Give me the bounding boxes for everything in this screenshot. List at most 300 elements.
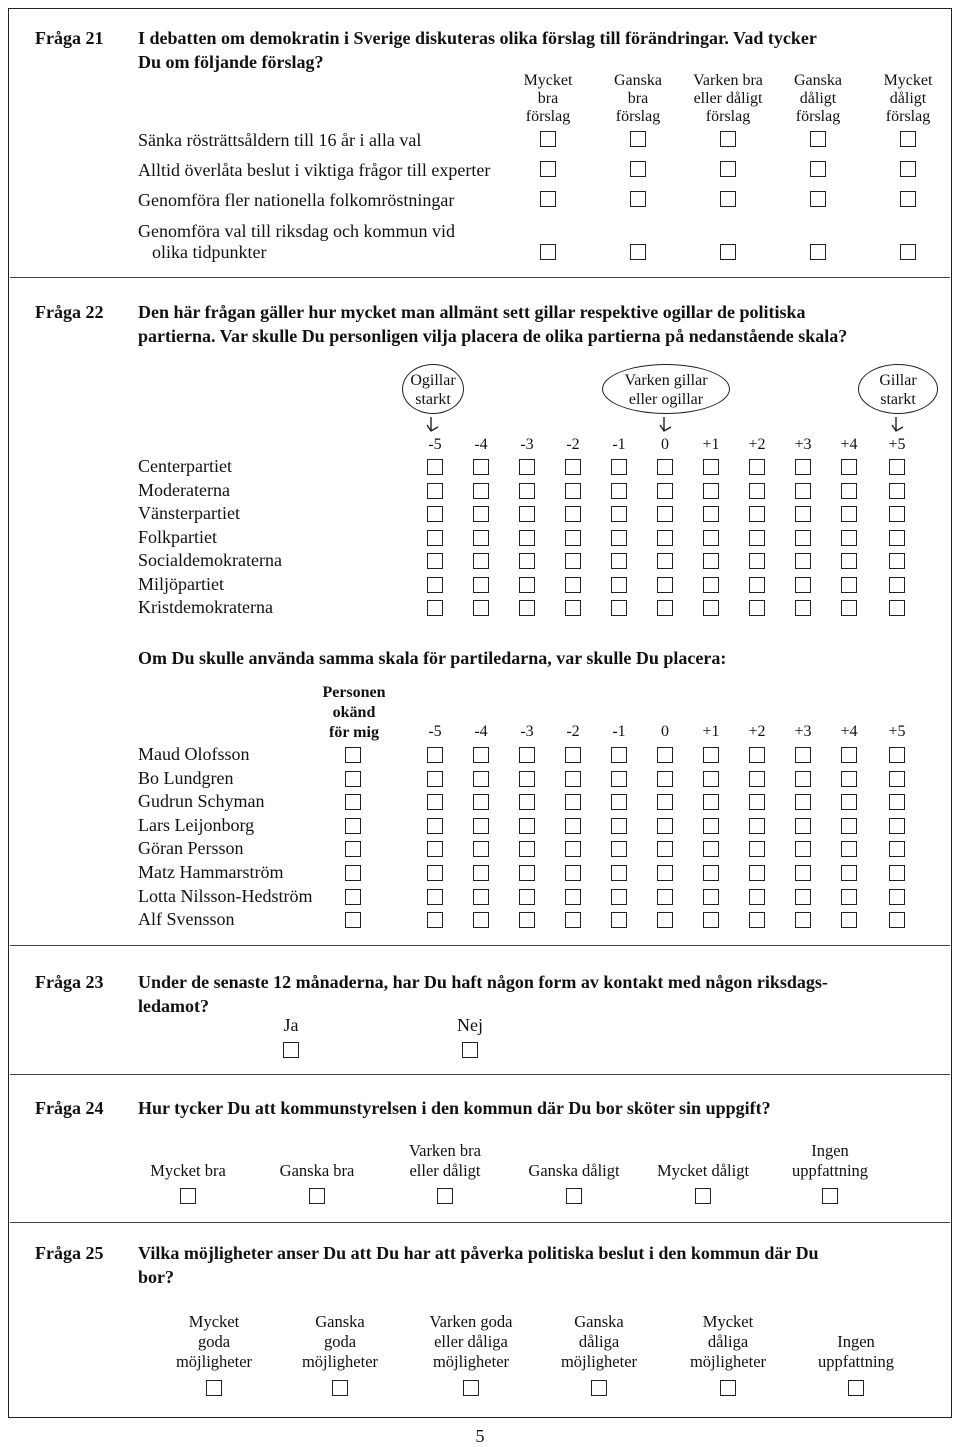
down-arrow-icon xyxy=(426,417,440,433)
answer-checkbox[interactable] xyxy=(206,1380,222,1396)
scale-checkbox[interactable] xyxy=(703,865,719,881)
unknown-header-line: för mig xyxy=(329,724,379,741)
scale-checkbox[interactable] xyxy=(519,459,535,475)
party-label: Folkpartiet xyxy=(138,526,217,547)
scale-checkbox[interactable] xyxy=(519,747,535,763)
scale-checkbox[interactable] xyxy=(657,483,673,499)
scale-checkbox[interactable] xyxy=(795,530,811,546)
answer-checkbox[interactable] xyxy=(540,244,556,260)
scale-checkbox[interactable] xyxy=(795,506,811,522)
scale-checkbox[interactable] xyxy=(795,553,811,569)
section-divider xyxy=(10,945,950,946)
scale-checkbox[interactable] xyxy=(519,865,535,881)
scale-checkbox[interactable] xyxy=(565,771,581,787)
scale-checkbox[interactable] xyxy=(565,577,581,593)
scale-checkbox[interactable] xyxy=(749,818,765,834)
question-text: Den här frågan gäller hur mycket man allmänt sett gillar respektive ogillar de politiska xyxy=(138,302,806,322)
scale-checkbox[interactable] xyxy=(841,818,857,834)
scale-checkbox[interactable] xyxy=(889,600,905,616)
option-label: goda xyxy=(197,1332,231,1351)
scale-checkbox[interactable] xyxy=(795,889,811,905)
statement-label: Genomföra fler nationella folkomröstningar xyxy=(138,190,455,210)
scale-checkbox[interactable] xyxy=(841,506,857,522)
question-number: Fråga 21 xyxy=(35,28,104,48)
scale-checkbox[interactable] xyxy=(795,771,811,787)
scale-checkbox[interactable] xyxy=(473,889,489,905)
scale-checkbox[interactable] xyxy=(889,459,905,475)
option-label: Ingen xyxy=(837,1332,875,1351)
scale-checkbox[interactable] xyxy=(427,912,443,928)
column-header-line: Mycket xyxy=(523,72,573,89)
scale-checkbox[interactable] xyxy=(841,530,857,546)
option-label: goda xyxy=(323,1332,357,1351)
scale-value: -5 xyxy=(428,723,442,740)
scale-checkbox[interactable] xyxy=(473,577,489,593)
scale-value: -5 xyxy=(428,436,442,453)
scale-checkbox[interactable] xyxy=(841,553,857,569)
scale-checkbox[interactable] xyxy=(473,865,489,881)
answer-checkbox[interactable] xyxy=(630,191,646,207)
question-number: Fråga 25 xyxy=(35,1243,104,1263)
scale-checkbox[interactable] xyxy=(703,794,719,810)
unknown-checkbox[interactable] xyxy=(345,747,361,763)
scale-checkbox[interactable] xyxy=(519,577,535,593)
option-label: eller dåligt xyxy=(409,1161,481,1180)
scale-checkbox[interactable] xyxy=(473,818,489,834)
scale-checkbox[interactable] xyxy=(889,747,905,763)
scale-checkbox[interactable] xyxy=(427,771,443,787)
unknown-checkbox[interactable] xyxy=(345,818,361,834)
option-label: Mycket xyxy=(188,1312,240,1331)
scale-checkbox[interactable] xyxy=(795,841,811,857)
scale-checkbox[interactable] xyxy=(565,912,581,928)
scale-checkbox[interactable] xyxy=(611,771,627,787)
answer-checkbox[interactable] xyxy=(332,1380,348,1396)
answer-checkbox[interactable] xyxy=(900,191,916,207)
scale-anchor-bubble xyxy=(858,364,938,414)
column-header-line: Ganska xyxy=(614,72,662,89)
option-label: uppfattning xyxy=(817,1352,895,1371)
scale-checkbox[interactable] xyxy=(427,747,443,763)
scale-checkbox[interactable] xyxy=(795,794,811,810)
anchor-label: starkt xyxy=(415,391,451,408)
scale-checkbox[interactable] xyxy=(473,553,489,569)
page-number: 5 xyxy=(475,1426,485,1446)
scale-checkbox[interactable] xyxy=(473,506,489,522)
scale-checkbox[interactable] xyxy=(565,459,581,475)
column-header-line: förslag xyxy=(705,108,751,125)
scale-checkbox[interactable] xyxy=(841,912,857,928)
scale-value: -3 xyxy=(520,723,534,740)
answer-checkbox[interactable] xyxy=(283,1042,299,1058)
scale-checkbox[interactable] xyxy=(703,530,719,546)
scale-checkbox[interactable] xyxy=(657,771,673,787)
scale-checkbox[interactable] xyxy=(565,530,581,546)
answer-checkbox[interactable] xyxy=(810,131,826,147)
scale-checkbox[interactable] xyxy=(611,865,627,881)
scale-checkbox[interactable] xyxy=(795,600,811,616)
question-text: Du om följande förslag? xyxy=(138,52,324,72)
scale-checkbox[interactable] xyxy=(427,530,443,546)
page-frame xyxy=(8,8,952,1418)
statement-label: Genomföra val till riksdag och kommun vid xyxy=(138,221,455,241)
scale-checkbox[interactable] xyxy=(519,506,535,522)
scale-checkbox[interactable] xyxy=(795,912,811,928)
answer-checkbox[interactable] xyxy=(180,1188,196,1204)
answer-checkbox[interactable] xyxy=(900,244,916,260)
answer-checkbox[interactable] xyxy=(848,1380,864,1396)
scale-checkbox[interactable] xyxy=(889,577,905,593)
question-text: ledamot? xyxy=(138,996,209,1016)
scale-checkbox[interactable] xyxy=(427,459,443,475)
question-text: partierna. Var skulle Du personligen vilja placera de olika partierna på nedanstående skala? xyxy=(138,326,848,346)
scale-checkbox[interactable] xyxy=(427,865,443,881)
scale-value: -4 xyxy=(474,436,488,453)
answer-checkbox[interactable] xyxy=(720,161,736,177)
unknown-header-line: okänd xyxy=(332,704,376,721)
scale-checkbox[interactable] xyxy=(611,794,627,810)
scale-checkbox[interactable] xyxy=(749,483,765,499)
option-label: Ja xyxy=(283,1015,299,1035)
answer-checkbox[interactable] xyxy=(810,161,826,177)
scale-checkbox[interactable] xyxy=(611,577,627,593)
question-number: Fråga 24 xyxy=(35,1098,104,1118)
answer-checkbox[interactable] xyxy=(720,1380,736,1396)
scale-checkbox[interactable] xyxy=(889,506,905,522)
scale-checkbox[interactable] xyxy=(427,794,443,810)
answer-checkbox[interactable] xyxy=(630,131,646,147)
scale-checkbox[interactable] xyxy=(473,600,489,616)
scale-value: 0 xyxy=(661,436,669,453)
scale-value: -2 xyxy=(566,436,580,453)
scale-checkbox[interactable] xyxy=(889,841,905,857)
scale-value: +2 xyxy=(748,723,766,740)
scale-checkbox[interactable] xyxy=(611,530,627,546)
scale-value: -1 xyxy=(612,723,626,740)
scale-checkbox[interactable] xyxy=(657,600,673,616)
answer-checkbox[interactable] xyxy=(695,1188,711,1204)
scale-checkbox[interactable] xyxy=(473,912,489,928)
answer-checkbox[interactable] xyxy=(822,1188,838,1204)
scale-checkbox[interactable] xyxy=(841,459,857,475)
scale-checkbox[interactable] xyxy=(565,553,581,569)
scale-checkbox[interactable] xyxy=(473,841,489,857)
party-label: Kristdemokraterna xyxy=(138,597,273,617)
scale-checkbox[interactable] xyxy=(427,818,443,834)
unknown-header-line: Personen xyxy=(322,684,386,701)
statement-label: Sänka rösträttsåldern till 16 år i alla val xyxy=(138,130,422,150)
answer-checkbox[interactable] xyxy=(900,161,916,177)
leader-label: Göran Persson xyxy=(138,838,244,859)
scale-checkbox[interactable] xyxy=(889,889,905,905)
answer-checkbox[interactable] xyxy=(720,244,736,260)
scale-checkbox[interactable] xyxy=(749,794,765,810)
scale-checkbox[interactable] xyxy=(657,889,673,905)
scale-checkbox[interactable] xyxy=(611,506,627,522)
scale-checkbox[interactable] xyxy=(749,600,765,616)
anchor-label: eller ogillar xyxy=(628,391,704,408)
scale-checkbox[interactable] xyxy=(519,553,535,569)
question-number: Fråga 23 xyxy=(35,972,104,992)
scale-checkbox[interactable] xyxy=(703,771,719,787)
scale-checkbox[interactable] xyxy=(519,600,535,616)
scale-checkbox[interactable] xyxy=(889,771,905,787)
scale-checkbox[interactable] xyxy=(657,553,673,569)
scale-checkbox[interactable] xyxy=(703,483,719,499)
scale-checkbox[interactable] xyxy=(703,506,719,522)
scale-checkbox[interactable] xyxy=(889,553,905,569)
scale-checkbox[interactable] xyxy=(795,747,811,763)
scale-value: -4 xyxy=(474,723,488,740)
scale-checkbox[interactable] xyxy=(519,841,535,857)
answer-checkbox[interactable] xyxy=(540,161,556,177)
unknown-checkbox[interactable] xyxy=(345,841,361,857)
scale-checkbox[interactable] xyxy=(519,912,535,928)
scale-checkbox[interactable] xyxy=(427,506,443,522)
scale-checkbox[interactable] xyxy=(889,865,905,881)
scale-checkbox[interactable] xyxy=(565,794,581,810)
answer-checkbox[interactable] xyxy=(720,131,736,147)
answer-checkbox[interactable] xyxy=(591,1380,607,1396)
unknown-checkbox[interactable] xyxy=(345,865,361,881)
option-label: uppfattning xyxy=(791,1161,869,1180)
scale-value: -2 xyxy=(566,723,580,740)
scale-checkbox[interactable] xyxy=(795,483,811,499)
scale-checkbox[interactable] xyxy=(749,577,765,593)
scale-checkbox[interactable] xyxy=(657,530,673,546)
scale-value: -1 xyxy=(612,436,626,453)
scale-checkbox[interactable] xyxy=(657,818,673,834)
scale-checkbox[interactable] xyxy=(749,506,765,522)
scale-value: 0 xyxy=(661,723,669,740)
unknown-checkbox[interactable] xyxy=(345,771,361,787)
scale-checkbox[interactable] xyxy=(519,818,535,834)
leader-label: Lotta Nilsson-Hedström xyxy=(138,885,313,906)
scale-checkbox[interactable] xyxy=(427,889,443,905)
scale-checkbox[interactable] xyxy=(657,794,673,810)
scale-checkbox[interactable] xyxy=(703,841,719,857)
scale-checkbox[interactable] xyxy=(703,747,719,763)
column-header-line: förslag xyxy=(795,108,841,125)
scale-checkbox[interactable] xyxy=(703,889,719,905)
scale-checkbox[interactable] xyxy=(611,912,627,928)
scale-checkbox[interactable] xyxy=(703,553,719,569)
leader-label: Matz Hammarström xyxy=(138,862,284,882)
scale-checkbox[interactable] xyxy=(473,459,489,475)
scale-checkbox[interactable] xyxy=(795,865,811,881)
scale-checkbox[interactable] xyxy=(841,577,857,593)
scale-checkbox[interactable] xyxy=(795,818,811,834)
scale-checkbox[interactable] xyxy=(565,889,581,905)
unknown-checkbox[interactable] xyxy=(345,912,361,928)
answer-checkbox[interactable] xyxy=(566,1188,582,1204)
section-divider xyxy=(10,277,950,278)
leader-label: Bo Lundgren xyxy=(138,767,234,788)
scale-checkbox[interactable] xyxy=(749,747,765,763)
scale-anchor-bubble xyxy=(602,364,730,414)
section-divider xyxy=(10,1222,950,1223)
scale-checkbox[interactable] xyxy=(657,506,673,522)
down-arrow-icon xyxy=(659,417,673,433)
scale-checkbox[interactable] xyxy=(427,553,443,569)
question-text: Hur tycker Du att kommunstyrelsen i den kommun där Du bor sköter sin uppgift? xyxy=(138,1098,771,1118)
scale-checkbox[interactable] xyxy=(611,459,627,475)
option-label: Ingen xyxy=(811,1141,849,1160)
scale-checkbox[interactable] xyxy=(657,865,673,881)
scale-checkbox[interactable] xyxy=(427,841,443,857)
answer-checkbox[interactable] xyxy=(540,191,556,207)
scale-value: +2 xyxy=(748,436,766,453)
scale-checkbox[interactable] xyxy=(611,553,627,569)
option-label: Mycket xyxy=(702,1312,754,1331)
option-label: möjligheter xyxy=(560,1352,638,1371)
party-label: Vänsterpartiet xyxy=(138,503,240,523)
scale-value: +4 xyxy=(840,723,858,740)
scale-value: -3 xyxy=(520,436,534,453)
party-label: Miljöpartiet xyxy=(138,573,224,594)
scale-checkbox[interactable] xyxy=(473,794,489,810)
scale-checkbox[interactable] xyxy=(473,530,489,546)
option-label: möjligheter xyxy=(175,1352,253,1371)
unknown-checkbox[interactable] xyxy=(345,794,361,810)
scale-checkbox[interactable] xyxy=(657,747,673,763)
scale-checkbox[interactable] xyxy=(795,577,811,593)
answer-checkbox[interactable] xyxy=(810,191,826,207)
answer-checkbox[interactable] xyxy=(630,161,646,177)
option-label: Mycket bra xyxy=(150,1161,226,1180)
scale-checkbox[interactable] xyxy=(703,459,719,475)
answer-checkbox[interactable] xyxy=(462,1042,478,1058)
scale-checkbox[interactable] xyxy=(749,841,765,857)
scale-checkbox[interactable] xyxy=(841,747,857,763)
scale-checkbox[interactable] xyxy=(703,818,719,834)
scale-checkbox[interactable] xyxy=(889,530,905,546)
scale-checkbox[interactable] xyxy=(703,577,719,593)
scale-checkbox[interactable] xyxy=(611,747,627,763)
scale-checkbox[interactable] xyxy=(565,483,581,499)
option-label: Ganska bra xyxy=(279,1161,355,1180)
scale-checkbox[interactable] xyxy=(519,530,535,546)
scale-checkbox[interactable] xyxy=(657,577,673,593)
option-label: möjligheter xyxy=(301,1352,379,1371)
answer-checkbox[interactable] xyxy=(463,1380,479,1396)
anchor-label: Ogillar xyxy=(410,372,456,389)
statement-label: Alltid överlåta beslut i viktiga frågor till experter xyxy=(138,160,491,180)
scale-checkbox[interactable] xyxy=(749,889,765,905)
scale-checkbox[interactable] xyxy=(473,771,489,787)
scale-checkbox[interactable] xyxy=(841,865,857,881)
scale-checkbox[interactable] xyxy=(611,841,627,857)
scale-checkbox[interactable] xyxy=(565,841,581,857)
scale-checkbox[interactable] xyxy=(703,912,719,928)
scale-checkbox[interactable] xyxy=(749,865,765,881)
question-text: I debatten om demokratin i Sverige diskuteras olika förslag till förändringar. Vad tycker xyxy=(138,28,817,48)
question-text: Vilka möjligheter anser Du att Du har att påverka politiska beslut i den kommun där Du xyxy=(138,1243,819,1263)
scale-value: +1 xyxy=(702,436,720,453)
scale-checkbox[interactable] xyxy=(889,912,905,928)
scale-checkbox[interactable] xyxy=(749,459,765,475)
scale-checkbox[interactable] xyxy=(795,459,811,475)
anchor-label: Gillar xyxy=(879,372,917,389)
option-label: Ganska xyxy=(574,1312,624,1331)
answer-checkbox[interactable] xyxy=(810,244,826,260)
scale-checkbox[interactable] xyxy=(519,889,535,905)
column-header-line: bra xyxy=(537,90,559,107)
anchor-label: Varken gillar xyxy=(624,372,708,389)
column-header-line: Varken bra xyxy=(693,72,763,89)
scale-checkbox[interactable] xyxy=(473,483,489,499)
scale-checkbox[interactable] xyxy=(703,600,719,616)
scale-checkbox[interactable] xyxy=(565,600,581,616)
scale-checkbox[interactable] xyxy=(565,818,581,834)
scale-checkbox[interactable] xyxy=(889,483,905,499)
scale-checkbox[interactable] xyxy=(749,912,765,928)
answer-checkbox[interactable] xyxy=(540,131,556,147)
answer-checkbox[interactable] xyxy=(437,1188,453,1204)
answer-checkbox[interactable] xyxy=(720,191,736,207)
option-label: Ganska xyxy=(315,1312,365,1331)
scale-checkbox[interactable] xyxy=(565,865,581,881)
scale-checkbox[interactable] xyxy=(519,483,535,499)
scale-checkbox[interactable] xyxy=(519,794,535,810)
scale-checkbox[interactable] xyxy=(841,771,857,787)
scale-checkbox[interactable] xyxy=(611,818,627,834)
column-header-line: Mycket xyxy=(883,72,933,89)
scale-checkbox[interactable] xyxy=(427,483,443,499)
scale-checkbox[interactable] xyxy=(427,577,443,593)
scale-checkbox[interactable] xyxy=(889,794,905,810)
scale-checkbox[interactable] xyxy=(473,747,489,763)
scale-checkbox[interactable] xyxy=(841,889,857,905)
scale-checkbox[interactable] xyxy=(565,747,581,763)
option-label: Varken bra xyxy=(409,1141,481,1160)
scale-checkbox[interactable] xyxy=(841,841,857,857)
answer-checkbox[interactable] xyxy=(900,131,916,147)
answer-checkbox[interactable] xyxy=(309,1188,325,1204)
column-header-line: Ganska xyxy=(794,72,842,89)
unknown-checkbox[interactable] xyxy=(345,889,361,905)
scale-checkbox[interactable] xyxy=(657,841,673,857)
down-arrow-icon xyxy=(891,417,905,433)
scale-checkbox[interactable] xyxy=(611,483,627,499)
scale-checkbox[interactable] xyxy=(611,600,627,616)
scale-checkbox[interactable] xyxy=(657,912,673,928)
scale-checkbox[interactable] xyxy=(841,794,857,810)
option-label: Varken goda xyxy=(429,1312,513,1331)
scale-checkbox[interactable] xyxy=(657,459,673,475)
scale-checkbox[interactable] xyxy=(749,553,765,569)
scale-checkbox[interactable] xyxy=(749,530,765,546)
scale-checkbox[interactable] xyxy=(889,818,905,834)
scale-checkbox[interactable] xyxy=(611,889,627,905)
scale-checkbox[interactable] xyxy=(519,771,535,787)
question-text: Under de senaste 12 månaderna, har Du haft någon form av kontakt med någon riksdags- xyxy=(138,972,828,992)
party-label: Centerpartiet xyxy=(138,456,232,476)
scale-checkbox[interactable] xyxy=(749,771,765,787)
scale-checkbox[interactable] xyxy=(427,600,443,616)
anchor-label: starkt xyxy=(880,391,916,408)
option-label: dåliga xyxy=(707,1332,749,1351)
column-header-line: dåligt xyxy=(799,90,837,107)
option-label: möjligheter xyxy=(432,1352,510,1371)
answer-checkbox[interactable] xyxy=(630,244,646,260)
scale-checkbox[interactable] xyxy=(841,600,857,616)
scale-checkbox[interactable] xyxy=(841,483,857,499)
scale-checkbox[interactable] xyxy=(565,506,581,522)
column-header-line: förslag xyxy=(615,108,661,125)
option-label: dåliga xyxy=(578,1332,620,1351)
leader-label: Alf Svensson xyxy=(138,909,235,930)
